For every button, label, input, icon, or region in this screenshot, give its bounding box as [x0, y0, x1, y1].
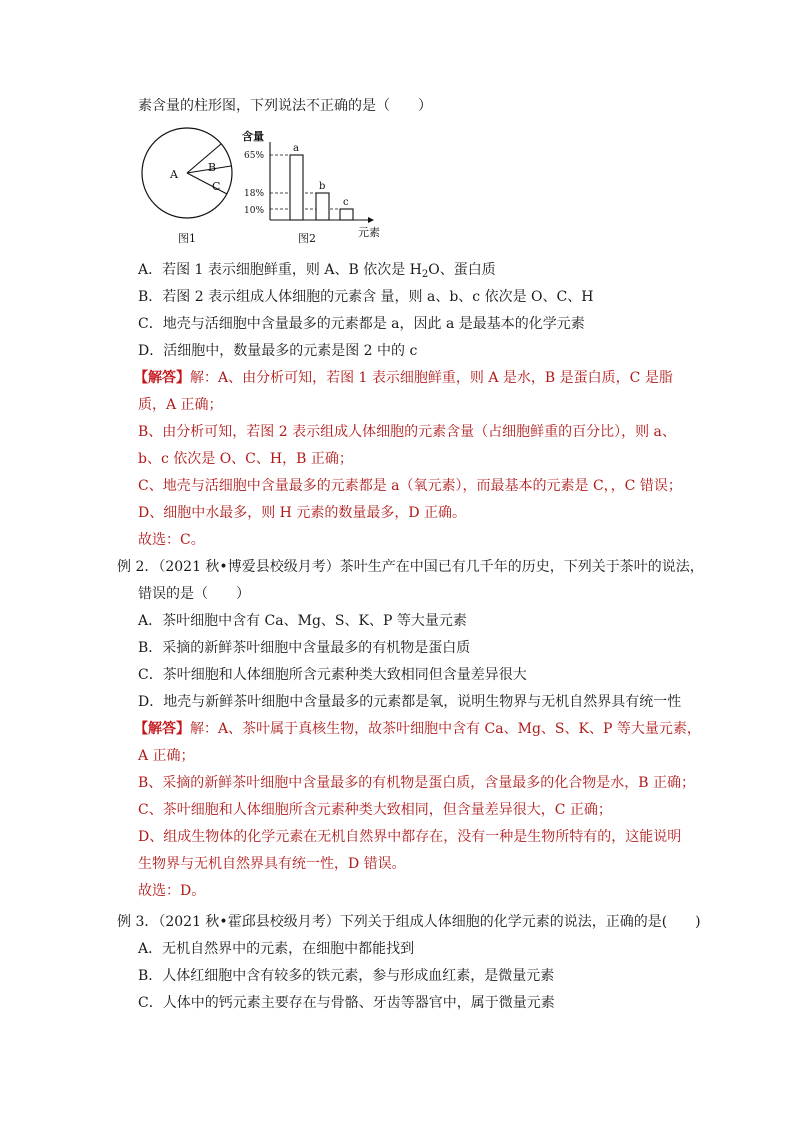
q1-option-b: B．若图 2 表示组成人体细胞的元素含 量，则 a、b、c 依次是 O、C、H: [138, 289, 594, 305]
q2-option-b: B．采摘的新鲜茶叶细胞中含量最多的有机物是蛋白质: [138, 640, 471, 656]
bar-label-b: b: [319, 181, 326, 192]
q1-option-d: D．活细胞中，数量最多的元素是图 2 中的 c: [138, 343, 418, 359]
bar-y-title: 含量: [242, 130, 264, 143]
q2-title-line-1: 例 2．（2021 秋•博爱县校级月考）茶叶生产在中国已有几千年的历史，下列关于茶叶的说法，: [117, 559, 704, 575]
bar-a: [290, 155, 303, 220]
q3-option-a: A．无机自然界中的元素，在细胞中都能找到: [138, 941, 415, 957]
q3-option-c: C．人体中的钙元素主要存在与骨骼、牙齿等器官中，属于微量元素: [138, 995, 555, 1011]
q2-answer-line-4: C、茶叶细胞和人体细胞所含元素种类大致相同，但含量差异很大，C 正确；: [138, 802, 612, 818]
bar-tick-18: 18%: [244, 189, 265, 199]
q1-option-a-pre: A．若图 1 表示细胞鲜重，则 A、B 依次是 H: [138, 262, 422, 278]
q2-answer-line-1: [134, 719, 701, 739]
q1-answer-line-5: C、地壳与活细胞中含量最多的元素都是 a（氧元素），而最基本的元素是 C，，C 错误；: [138, 478, 682, 494]
q3-title: 例 3．（2021 秋•霍邱县校级月考）下列关于组成人体细胞的化学元素的说法，正确的是( ): [117, 914, 701, 930]
pie-divider-3: [187, 173, 227, 194]
pie-chart: [142, 128, 232, 245]
pie-label-a: A: [170, 168, 178, 181]
q1-answer-line-6: D、细胞中水最多，则 H 元素的数量最多，D 正确。: [138, 505, 467, 521]
q1-answer-text-1: 解：A、由分析可知，若图 1 表示细胞鲜重，则 A 是水，B 是蛋白质，C 是脂: [190, 370, 673, 386]
q1-option-c: C．地壳与活细胞中含量最多的元素都是 a，因此 a 是最基本的化学元素: [138, 316, 585, 332]
bar-x-title: 元素: [358, 226, 380, 239]
pie-label-b: B: [208, 161, 217, 174]
question-intro: 素含量的柱形图，下列说法不正确的是（ ）: [138, 98, 432, 114]
q2-option-a: A．茶叶细胞中含有 Ca、Mg、S、K、P 等大量元素: [138, 613, 467, 629]
q2-result: 故选：D。: [138, 883, 206, 899]
q2-answer-text-1: 解：A、茶叶属于真核生物，故茶叶细胞中含有 Ca、Mg、S、K、P 等大量元素，: [190, 721, 701, 737]
figure-svg: [140, 128, 380, 248]
q1-option-a-subscript: 2: [421, 269, 429, 280]
bar-tick-65: 65%: [244, 151, 265, 161]
q1-answer-line-4: b、c 依次是 O、C、H，B 正确；: [138, 451, 353, 467]
q2-answer-line-2: A 正确；: [138, 748, 195, 764]
bar-label-a: a: [293, 143, 299, 154]
pie-caption: 图1: [178, 232, 196, 245]
q2-option-c: C．茶叶细胞和人体细胞所含元素种类大致相同但含量差异很大: [138, 667, 527, 683]
q1-result: 故选：C。: [138, 532, 205, 548]
question-figure: [140, 128, 380, 248]
bar-label-c: c: [343, 197, 349, 208]
q1-answer-line-3: B、由分析可知，若图 2 表示组成人体细胞的元素含量（占细胞鲜重的百分比），则 a、: [138, 424, 676, 440]
q2-option-d: D．地壳与新鲜茶叶细胞中含量最多的元素都是氧，说明生物界与无机自然界具有统一性: [138, 694, 682, 710]
q1-answer-tag: 【解答】: [134, 370, 190, 386]
bar-b: [316, 193, 329, 220]
bar-c: [340, 209, 353, 220]
q1-answer-line-1: [134, 368, 673, 388]
q3-option-b: B．人体红细胞中含有较多的铁元素，参与形成血红素，是微量元素: [138, 968, 555, 984]
q2-answer-line-6: 生物界与无机自然界具有统一性，D 错误。: [138, 856, 406, 872]
q2-answer-line-5: D、组成生物体的化学元素在无机自然界中都存在，没有一种是生物所特有的，这能说明: [138, 829, 682, 845]
q2-title-line-2: 错误的是（ ）: [138, 586, 250, 602]
bar-x-arrow: [368, 217, 374, 223]
q1-answer-line-2: 质，A 正确；: [138, 397, 223, 413]
q1-option-a-post: O、蛋白质: [428, 262, 496, 278]
pie-label-c: C: [212, 180, 221, 193]
bar-caption: 图2: [298, 232, 316, 245]
bar-chart: [242, 129, 380, 245]
q1-option-a: [138, 260, 496, 285]
bar-tick-10: 10%: [244, 206, 265, 216]
q2-answer-line-3: B、采摘的新鲜茶叶细胞中含量最多的有机物是蛋白质，含量最多的化合物是水，B 正确；: [138, 775, 696, 791]
q2-answer-tag: 【解答】: [134, 721, 190, 737]
